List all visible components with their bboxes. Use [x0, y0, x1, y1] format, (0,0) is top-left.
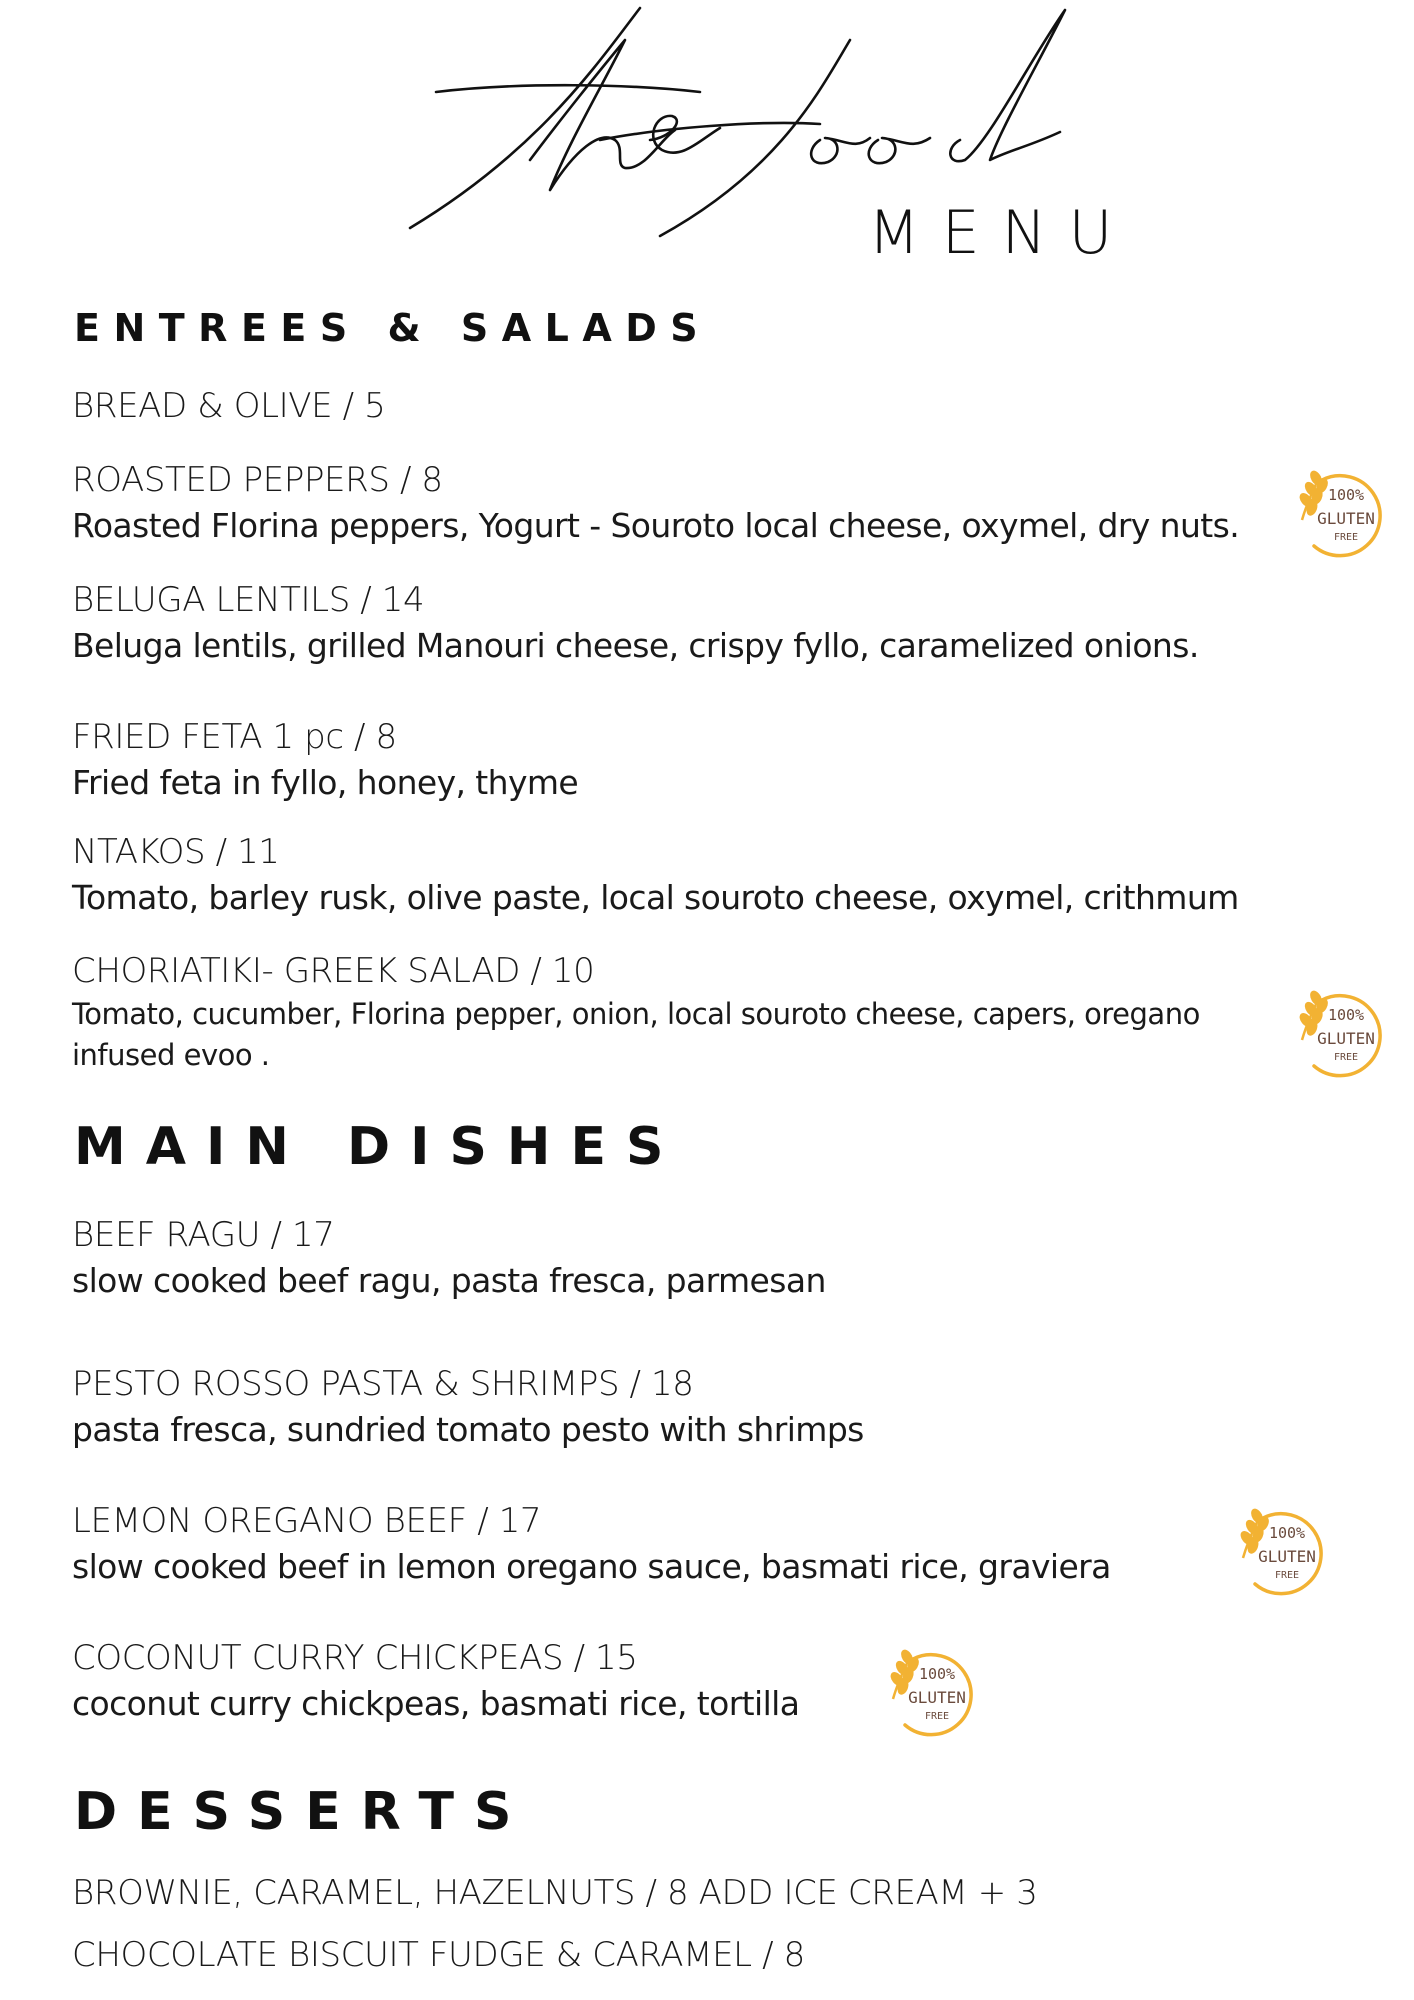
badge-percent: 100% — [918, 1665, 956, 1683]
item-name: BEEF RAGU / 17 — [72, 1215, 335, 1255]
menu-heading: MENU — [868, 198, 1135, 268]
gluten-free-badge-graphic — [1233, 1500, 1333, 1604]
menu-item — [72, 1212, 1252, 1304]
section-title-desserts: DESSERTS — [74, 1782, 532, 1842]
menu-item — [72, 1932, 1252, 1978]
badge-free: FREE — [924, 1711, 950, 1722]
item-description: coconut curry chickpeas, basmati rice, tortilla — [72, 1684, 800, 1723]
badge-gluten: GLUTEN — [1317, 1029, 1375, 1048]
badge-percent: 100% — [1327, 486, 1365, 504]
menu-item — [72, 457, 1252, 549]
item-name: CHORIATIKI- GREEK SALAD / 10 — [72, 951, 595, 991]
item-description: Tomato, cucumber, Florina pepper, onion, local souroto cheese, capers, oregano infused evoo . — [72, 997, 1200, 1072]
item-name: BELUGA LENTILS / 14 — [72, 580, 425, 620]
gluten-free-badge — [1292, 462, 1392, 566]
menu-item — [72, 383, 1252, 429]
gluten-free-badge-graphic — [883, 1641, 983, 1745]
item-description: Tomato, barley rusk, olive paste, local souroto cheese, oxymel, crithmum — [72, 878, 1239, 917]
menu-item — [72, 577, 1252, 669]
gluten-free-badge — [1292, 982, 1392, 1086]
item-description: Fried feta in fyllo, honey, thyme — [72, 763, 579, 802]
gluten-free-badge — [1233, 1500, 1333, 1604]
item-name: ROASTED PEPPERS / 8 — [72, 460, 443, 500]
badge-percent: 100% — [1268, 1524, 1306, 1542]
item-name: LEMON OREGANO BEEF / 17 — [72, 1501, 542, 1541]
section-title-entrees: ENTREES & SALADS — [74, 306, 712, 350]
item-name: BROWNIE, CARAMEL, HAZELNUTS / 8 ADD ICE CREAM + 3 — [72, 1873, 1038, 1913]
item-name: FRIED FETA 1 pc / 8 — [72, 717, 397, 757]
badge-free: FREE — [1274, 1570, 1300, 1581]
badge-gluten: GLUTEN — [1317, 509, 1375, 528]
section-title-mains: MAIN DISHES — [74, 1117, 684, 1177]
menu-item — [72, 829, 1252, 921]
item-description: Beluga lentils, grilled Manouri cheese, crispy fyllo, caramelized onions. — [72, 626, 1199, 665]
badge-free: FREE — [1333, 1052, 1359, 1063]
badge-percent: 100% — [1327, 1006, 1365, 1024]
menu-item — [72, 1361, 1252, 1453]
menu-item — [72, 948, 1252, 1076]
item-description: slow cooked beef in lemon oregano sauce, basmati rice, graviera — [72, 1547, 1111, 1586]
menu-item — [72, 714, 1252, 806]
menu-item — [72, 1635, 1252, 1727]
item-name: CHOCOLATE BISCUIT FUDGE & CARAMEL / 8 — [72, 1935, 805, 1975]
gluten-free-badge — [883, 1641, 983, 1745]
badge-gluten: GLUTEN — [1258, 1547, 1316, 1566]
item-description: slow cooked beef ragu, pasta fresca, parmesan — [72, 1261, 826, 1300]
item-name: NTAKOS / 11 — [72, 832, 280, 872]
gluten-free-badge-graphic — [1292, 982, 1392, 1086]
item-description: Roasted Florina peppers, Yogurt - Souroto local cheese, oxymel, dry nuts. — [72, 506, 1240, 545]
item-name: BREAD & OLIVE / 5 — [72, 386, 386, 426]
menu-item — [72, 1498, 1252, 1590]
item-description: pasta fresca, sundried tomato pesto with shrimps — [72, 1410, 864, 1449]
badge-free: FREE — [1333, 532, 1359, 543]
gluten-free-badge-graphic — [1292, 462, 1392, 566]
badge-gluten: GLUTEN — [908, 1688, 966, 1707]
item-name: COCONUT CURRY CHICKPEAS / 15 — [72, 1638, 638, 1678]
item-name: PESTO ROSSO PASTA & SHRIMPS / 18 — [72, 1364, 694, 1404]
menu-item — [72, 1870, 1252, 1916]
